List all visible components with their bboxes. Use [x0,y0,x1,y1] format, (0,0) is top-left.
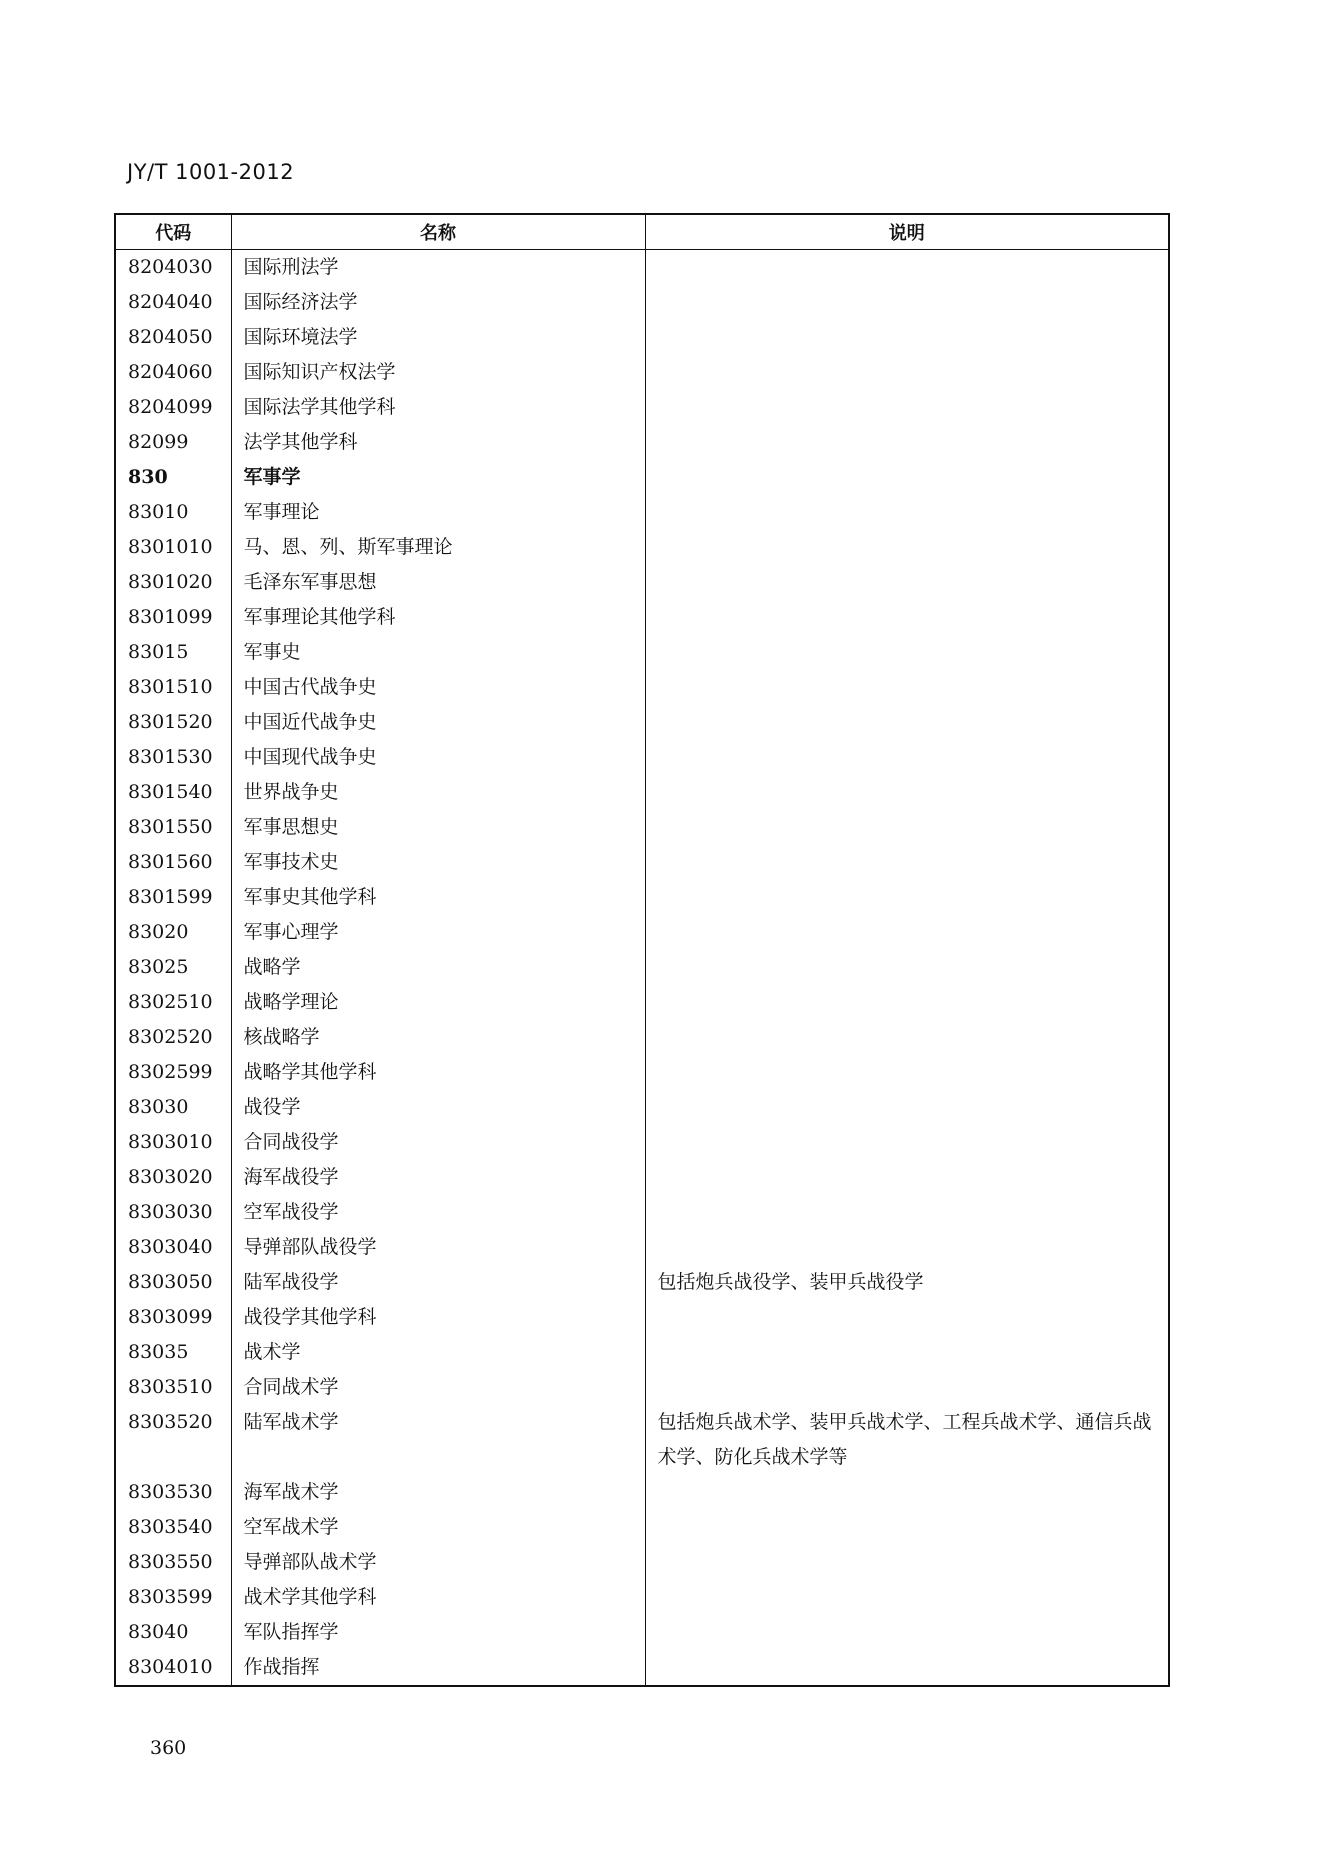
code-cell: 8303599 [115,1580,231,1615]
code-cell: 8303550 [115,1545,231,1580]
note-cell [645,425,1169,460]
table-row [115,1055,1169,1090]
discipline-code-table [114,213,1170,1687]
code-cell: 8301520 [115,705,231,740]
note-cell [645,565,1169,600]
name-cell: 中国古代战争史 [231,670,645,705]
name-cell: 世界战争史 [231,775,645,810]
name-cell: 战略学理论 [231,985,645,1020]
name-cell: 导弹部队战术学 [231,1545,645,1580]
code-cell: 8301020 [115,565,231,600]
table-row [115,1405,1169,1475]
table-row [115,985,1169,1020]
note-cell [645,390,1169,425]
code-cell: 8204050 [115,320,231,355]
note-cell [645,1020,1169,1055]
note-cell [645,1230,1169,1265]
table-row [115,1370,1169,1405]
code-cell: 8303099 [115,1300,231,1335]
name-cell: 作战指挥 [231,1650,645,1686]
note-cell [645,530,1169,565]
table-row [115,810,1169,845]
table-row [115,1580,1169,1615]
table-row [115,1475,1169,1510]
name-cell: 中国现代战争史 [231,740,645,775]
code-cell: 8304010 [115,1650,231,1686]
name-cell: 国际环境法学 [231,320,645,355]
note-cell [645,1300,1169,1335]
name-cell: 战术学 [231,1335,645,1370]
name-cell: 军事技术史 [231,845,645,880]
name-cell: 军事心理学 [231,915,645,950]
note-cell [645,1160,1169,1195]
table-row [115,1335,1169,1370]
table-row [115,565,1169,600]
table-row [115,460,1169,495]
table-row [115,845,1169,880]
name-cell: 战役学其他学科 [231,1300,645,1335]
note-cell [645,495,1169,530]
table-row [115,1230,1169,1265]
code-cell: 8204099 [115,390,231,425]
note-cell [645,1055,1169,1090]
note-cell: 包括炮兵战役学、装甲兵战役学 [645,1265,1169,1300]
code-cell: 83015 [115,635,231,670]
code-cell: 8204030 [115,250,231,286]
column-header-note: 说明 [645,214,1169,250]
name-cell: 国际法学其他学科 [231,390,645,425]
code-cell: 830 [115,460,231,495]
table-header-row [115,214,1169,250]
code-cell: 8303040 [115,1230,231,1265]
name-cell: 合同战役学 [231,1125,645,1160]
code-cell: 8301530 [115,740,231,775]
name-cell: 战略学 [231,950,645,985]
name-cell: 导弹部队战役学 [231,1230,645,1265]
note-cell [645,635,1169,670]
code-cell: 8303020 [115,1160,231,1195]
table-row [115,950,1169,985]
name-cell: 陆军战役学 [231,1265,645,1300]
name-cell: 军事史其他学科 [231,880,645,915]
note-cell [645,285,1169,320]
note-cell [645,1370,1169,1405]
name-cell: 军事思想史 [231,810,645,845]
note-cell [645,845,1169,880]
table-row [115,1020,1169,1055]
name-cell: 战略学其他学科 [231,1055,645,1090]
name-cell: 军事理论其他学科 [231,600,645,635]
table-row [115,1125,1169,1160]
code-cell: 8303530 [115,1475,231,1510]
code-cell: 8301099 [115,600,231,635]
code-cell: 82099 [115,425,231,460]
code-cell: 83020 [115,915,231,950]
code-cell: 8303010 [115,1125,231,1160]
code-cell: 8303520 [115,1405,231,1475]
table-row [115,1510,1169,1545]
note-cell [645,460,1169,495]
code-cell: 8301560 [115,845,231,880]
note-cell [645,705,1169,740]
table-row [115,880,1169,915]
table-body [115,250,1169,1687]
code-cell: 83035 [115,1335,231,1370]
note-cell [645,1510,1169,1545]
name-cell: 空军战役学 [231,1195,645,1230]
name-cell: 战役学 [231,1090,645,1125]
code-cell: 83010 [115,495,231,530]
name-cell: 海军战术学 [231,1475,645,1510]
table-row [115,670,1169,705]
name-cell: 核战略学 [231,1020,645,1055]
code-cell: 83025 [115,950,231,985]
table-row [115,1195,1169,1230]
table-header [115,214,1169,250]
name-cell: 马、恩、列、斯军事理论 [231,530,645,565]
name-cell: 军队指挥学 [231,1615,645,1650]
code-cell: 8303510 [115,1370,231,1405]
code-cell: 8301550 [115,810,231,845]
name-cell: 海军战役学 [231,1160,645,1195]
table-row [115,1160,1169,1195]
note-cell [645,670,1169,705]
note-cell [645,775,1169,810]
table-row [115,1545,1169,1580]
name-cell: 战术学其他学科 [231,1580,645,1615]
note-cell [645,1580,1169,1615]
note-cell [645,1650,1169,1686]
table-row [115,915,1169,950]
table-row [115,285,1169,320]
note-cell [645,880,1169,915]
name-cell: 国际知识产权法学 [231,355,645,390]
code-cell: 8301599 [115,880,231,915]
code-cell: 8303030 [115,1195,231,1230]
note-cell [645,915,1169,950]
code-cell: 8204040 [115,285,231,320]
standard-code-header: JY/T 1001-2012 [127,160,295,184]
note-cell [645,600,1169,635]
name-cell: 毛泽东军事思想 [231,565,645,600]
code-cell: 83030 [115,1090,231,1125]
name-cell: 空军战术学 [231,1510,645,1545]
code-cell: 8302510 [115,985,231,1020]
code-cell: 8301010 [115,530,231,565]
note-cell [645,1195,1169,1230]
table-row [115,740,1169,775]
name-cell: 国际刑法学 [231,250,645,286]
code-cell: 8303050 [115,1265,231,1300]
table-row [115,495,1169,530]
note-cell [645,950,1169,985]
table-row [115,425,1169,460]
table-row [115,1615,1169,1650]
table-row [115,775,1169,810]
table-row [115,320,1169,355]
note-cell [645,1545,1169,1580]
name-cell: 中国近代战争史 [231,705,645,740]
name-cell: 法学其他学科 [231,425,645,460]
note-cell [645,320,1169,355]
table-row [115,390,1169,425]
table-row [115,1265,1169,1300]
note-cell [645,740,1169,775]
page-number: 360 [150,1737,187,1759]
code-cell: 8302599 [115,1055,231,1090]
table-row [115,600,1169,635]
note-cell [645,1090,1169,1125]
note-cell [645,985,1169,1020]
discipline-code-table-container [114,213,1168,1687]
table-row [115,1300,1169,1335]
code-cell: 8301510 [115,670,231,705]
name-cell: 合同战术学 [231,1370,645,1405]
code-cell: 83040 [115,1615,231,1650]
note-cell: 包括炮兵战术学、装甲兵战术学、工程兵战术学、通信兵战术学、防化兵战术学等 [645,1405,1169,1475]
note-cell [645,1125,1169,1160]
code-cell: 8301540 [115,775,231,810]
note-cell [645,250,1169,286]
table-row [115,705,1169,740]
note-cell [645,1475,1169,1510]
table-row [115,1090,1169,1125]
code-cell: 8204060 [115,355,231,390]
name-cell: 陆军战术学 [231,1405,645,1475]
note-cell [645,355,1169,390]
column-header-code: 代码 [115,214,231,250]
name-cell: 国际经济法学 [231,285,645,320]
note-cell [645,810,1169,845]
table-row [115,355,1169,390]
table-row [115,250,1169,286]
code-cell: 8302520 [115,1020,231,1055]
name-cell: 军事学 [231,460,645,495]
table-row [115,1650,1169,1686]
note-cell [645,1335,1169,1370]
name-cell: 军事理论 [231,495,645,530]
table-row [115,635,1169,670]
column-header-name: 名称 [231,214,645,250]
note-cell [645,1615,1169,1650]
table-row [115,530,1169,565]
name-cell: 军事史 [231,635,645,670]
code-cell: 8303540 [115,1510,231,1545]
